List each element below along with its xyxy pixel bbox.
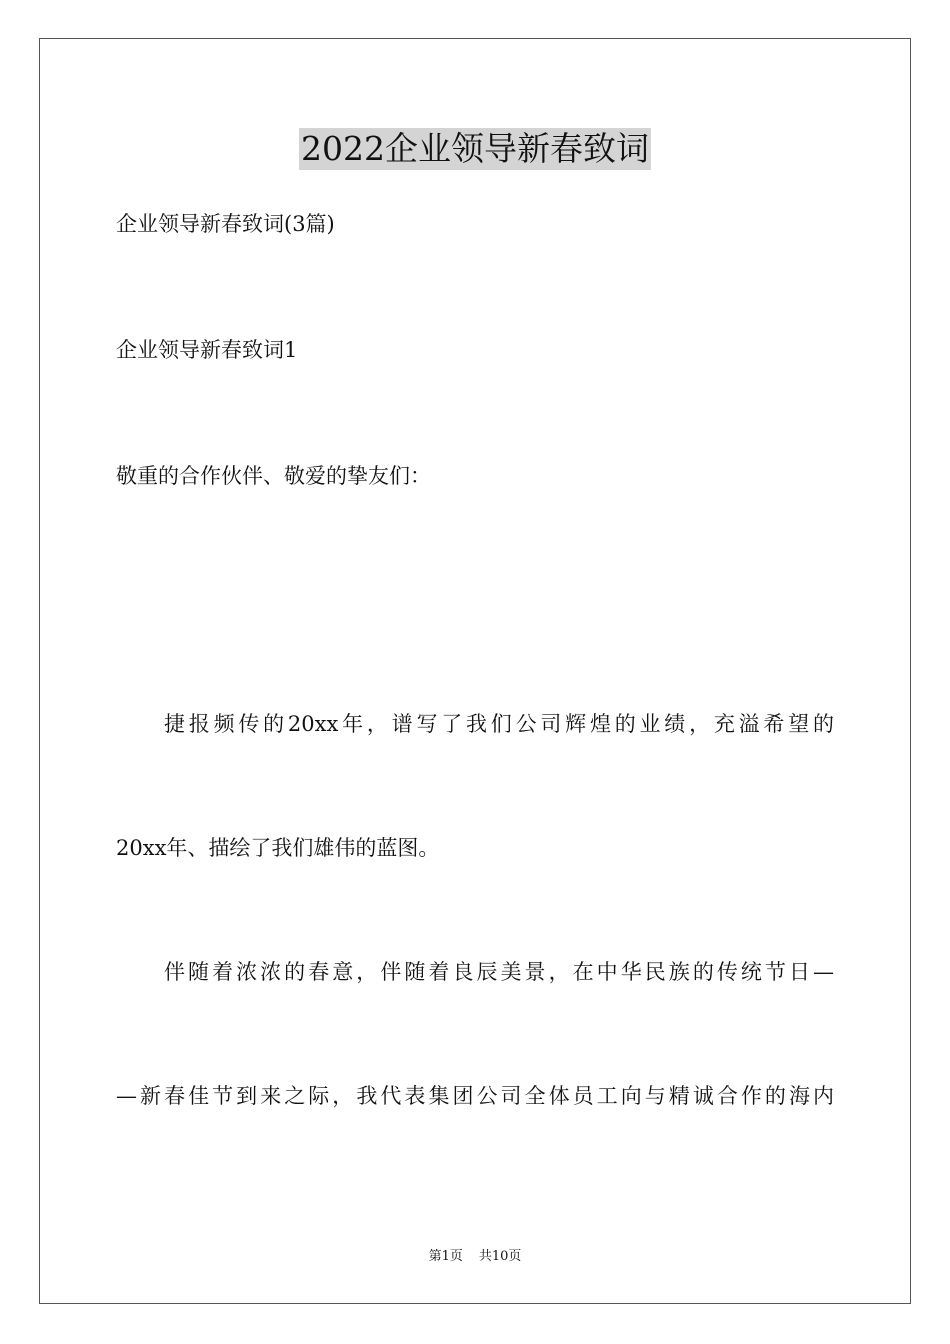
page-footer (0, 1248, 950, 1266)
paragraph-2-line-2: —新春佳节到来之际，我代表集团公司全体员工向与精诚合作的海内 (116, 1084, 834, 1108)
document-title-text: 2022企业领导新春致词 (301, 129, 649, 168)
section-heading: 企业领导新春致词1 (116, 338, 298, 362)
page-number-current: 第1页 (428, 1249, 463, 1264)
paragraph-1-line-2: 20xx年、描绘了我们雄伟的蓝图。 (116, 836, 440, 860)
document-subtitle: 企业领导新春致词(3篇) (116, 212, 335, 236)
page-number-total: 共10页 (478, 1249, 522, 1264)
paragraph-1-line-1: 捷报频传的20xx年，谱写了我们公司辉煌的业绩，充溢希望的 (164, 712, 834, 736)
salutation: 敬重的合作伙伴、敬爱的挚友们： (116, 464, 431, 488)
document-title (0, 128, 950, 170)
paragraph-2-line-1: 伴随着浓浓的春意，伴随着良辰美景，在中华民族的传统节日— (164, 960, 834, 984)
